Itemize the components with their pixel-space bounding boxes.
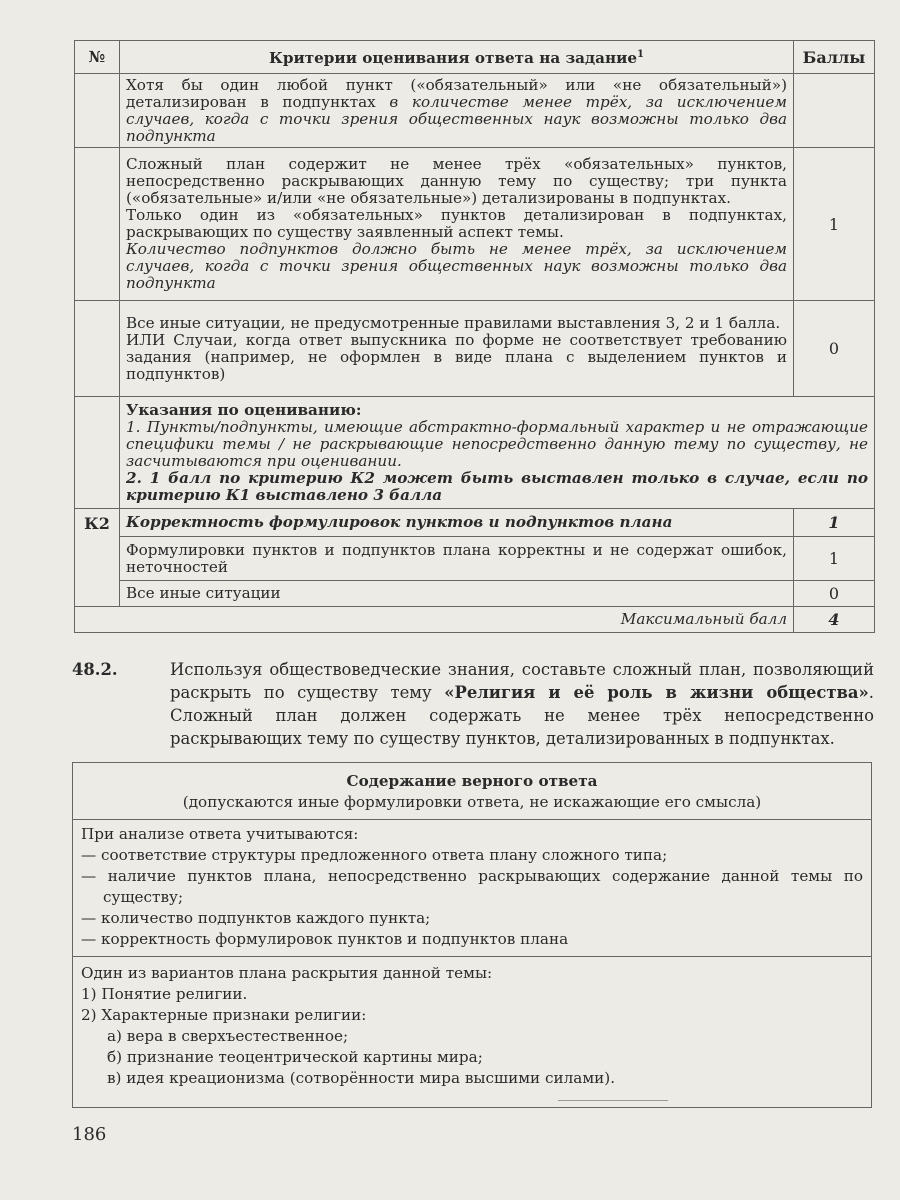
table-row <box>75 537 875 581</box>
page-number: 186 <box>72 1124 107 1145</box>
points-cell: 1 <box>794 537 875 581</box>
table-row <box>75 509 875 537</box>
header-num: № <box>75 41 120 74</box>
list-item: — корректность формулировок пунктов и подпунктов плана <box>81 930 569 948</box>
analysis-criteria: При анализе ответа учитываются: — соответствие структуры предложенного ответа плану сложного типа; — наличие пунктов плана, непосредственно раскрывающих содержание данной темы по существу; — количество подпунктов каждого пункта; — корректность формулировок пунктов и подпунктов плана <box>73 820 871 957</box>
list-item: б) признание теоцентрической картины мира; <box>107 1048 483 1066</box>
footnote-mark: 1 <box>637 49 644 61</box>
max-score-label: Максимальный балл <box>75 607 794 633</box>
table-row <box>75 74 875 148</box>
criterion-text: Формулировки пунктов и подпунктов плана корректны и не содержат ошибок, неточностей <box>120 537 794 581</box>
table-header-row <box>75 41 875 74</box>
criterion-title: Корректность формулировок пунктов и подпунктов плана <box>120 509 794 537</box>
instructions-row <box>75 397 875 509</box>
criteria-table <box>74 40 875 633</box>
list-item: а) вера в сверхъестественное; <box>107 1027 349 1045</box>
answer-subheading: (допускаются иные формулировки ответа, не искажающие его смысла) <box>182 793 762 811</box>
points-cell: 0 <box>794 301 875 397</box>
header-criteria: Критерии оценивания ответа на задание$^1$ <box>120 41 794 74</box>
criterion-code: К2 <box>75 509 120 607</box>
criterion-text: Хотя бы один любой пункт («обязательный» или «не обязательный») детализирован в подпунктах в количестве менее трёх, за исключением случаев, когда с точки зрения общественных наук возможны только два подпункта <box>120 74 794 148</box>
list-item: — количество подпунктов каждого пункта; <box>81 909 431 927</box>
list-item: в) идея креационизма (сотворённости мира высшими силами). <box>107 1069 616 1087</box>
criterion-text: Все иные ситуации <box>120 581 794 607</box>
table-row <box>75 148 875 301</box>
max-score-row <box>75 607 875 633</box>
table-row <box>75 301 875 397</box>
task-number: 48.2. <box>72 660 118 679</box>
list-item: — соответствие структуры предложенного ответа плану сложного типа; <box>81 846 668 864</box>
list-item: 1) Понятие религии. <box>81 985 248 1003</box>
criterion-text: Все иные ситуации, не предусмотренные правилами выставления 3, 2 и 1 балла. ИЛИ Случаи, когда ответ выпускника по форме не соответствует требованию задания (например, не оформлен в виде плана с выделением пунктов и подпунктов) <box>120 301 794 397</box>
points-cell: 1 <box>794 148 875 301</box>
header-points: Баллы <box>794 41 875 74</box>
list-item: 2) Характерные признаки религии: <box>81 1006 367 1024</box>
answer-heading-block <box>73 763 871 820</box>
task-text: Используя обществоведческие знания, составьте сложный план, позволяющий раскрыть по существу тему «Религия и её роль в жизни общества». Сложный план должен содержать не менее трёх непосредственно раскрывающих тему по существу пунктов, детализированных в подпунктах. <box>170 660 874 748</box>
sample-plan: Один из вариантов плана раскрытия данной темы: 1) Понятие религии. 2) Характерные признаки религии: а) вера в сверхъестественное; б) признание теоцентрической картины мира; в) идея креационизма (сотворённости мира высшими силами). <box>73 957 871 1095</box>
criterion-text: Сложный план содержит не менее трёх «обязательных» пунктов, непосредственно раскрывающих данную тему по существу; три пункта («обязательные» и/или «не обязательные») детализированы в подпунктах. Только один из «обязательных» пунктов детализирован в подпунктах, раскрывающих по существу заявленный аспект темы. Количество подпунктов должно быть не менее трёх, за исключением случаев, когда с точки зрения общественных наук возможны только два подпункта <box>120 148 794 301</box>
max-score-points: 4 <box>794 607 875 633</box>
task-block <box>72 658 874 750</box>
divider <box>558 1100 668 1101</box>
instructions: Указания по оцениванию: 1. Пункты/подпункты, имеющие абстрактно-формальный характер и не отражающие специфики темы / не раскрывающие непосредственно данную тему по существу, не засчитываются при оценивании. 2. 1 балл по критерию К2 может быть выставлен только в случае, если по критерию К1 выставлено 3 балла <box>120 397 875 509</box>
table-row <box>75 581 875 607</box>
points-cell: 1 <box>794 509 875 537</box>
answer-box <box>72 762 872 1108</box>
list-item: — наличие пунктов плана, непосредственно раскрывающих содержание данной темы по существу; <box>81 867 863 906</box>
answer-heading: Содержание верного ответа <box>346 772 598 790</box>
points-cell: 0 <box>794 581 875 607</box>
task-topic: «Религия и её роль в жизни общества» <box>444 683 869 702</box>
